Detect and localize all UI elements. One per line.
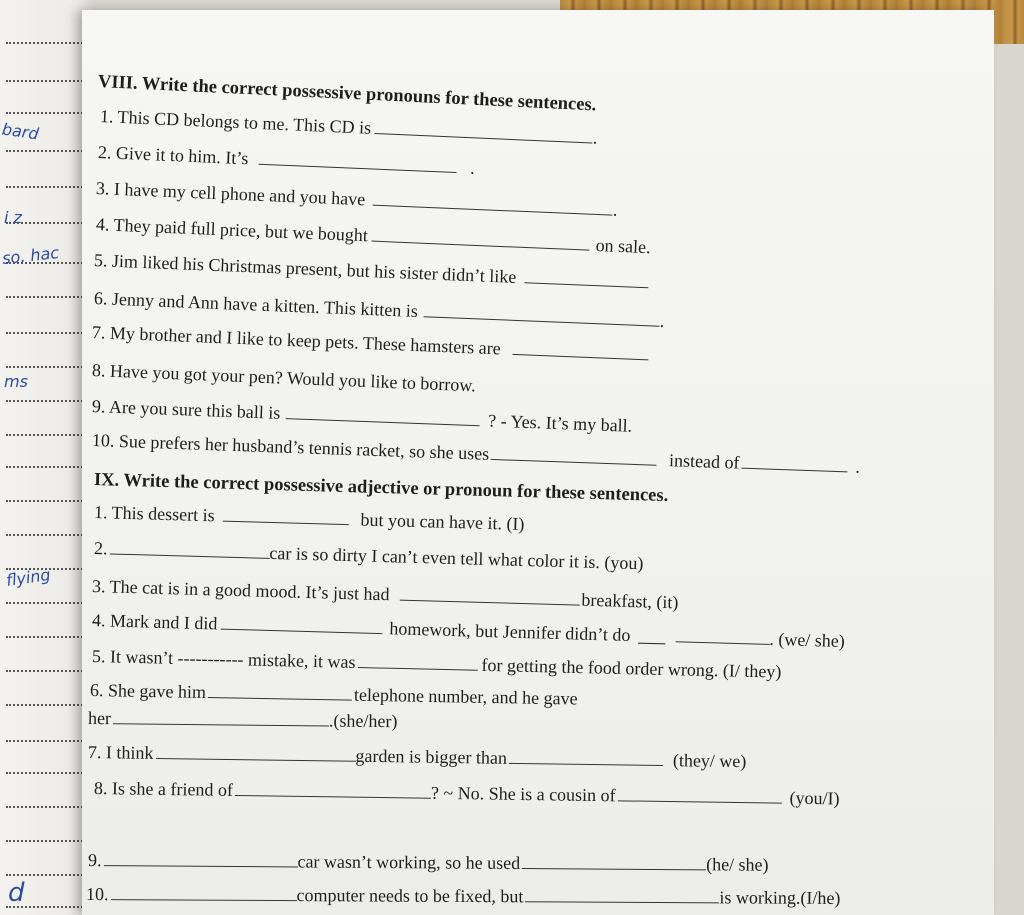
exercise-9-item-2: 2. car is so dirty I can’t even tell what color it is. (you) <box>93 538 644 574</box>
exercise-9-item-8: 8. Is she a friend of ? ~ No. She is a cousin of (you/I) <box>93 778 840 809</box>
exercise-9-item-4: 4. Mark and I did homework, but Jennifer didn’t do ___ . (we/ she) <box>91 610 846 652</box>
exercise-8-item-3: 3. I have my cell phone and you have. <box>95 178 618 220</box>
exercise-9-item-10: 10. computer needs to be fixed, but is working.(I/he) <box>85 884 841 908</box>
handwritten-note: i z <box>4 208 22 227</box>
exercise-8-item-7: 7. My brother and I like to keep pets. These hamsters are <box>92 322 649 365</box>
exercise-9-item-6-cont: her .(she/her) <box>87 708 398 732</box>
exercise-8-item-9: 9. Are you sure this ball is? - Yes. It’s my ball. <box>91 396 633 436</box>
exercise-9-item-7: 7. I think garden is bigger than (they/ we) <box>87 742 747 772</box>
exercise-8-item-1: 1. This CD belongs to me. This CD is . <box>99 106 598 148</box>
exercise-9-item-5: 5. It wasn’t ----------- mistake, it was for getting the food order wrong. (I/ they) <box>91 646 782 682</box>
exercise-8-item-6: 6. Jenny and Ann have a kitten. This kitten is . <box>93 288 665 331</box>
exercise-9-item-9: 9. car wasn’t working, so he used (he/ she) <box>87 850 769 875</box>
exercise-8-item-10: 10. Sue prefers her husband’s tennis racket, so she uses instead of . <box>91 430 861 477</box>
handwritten-note: flying <box>4 564 52 591</box>
handwritten-note: d <box>8 878 25 908</box>
exercise-8-item-8: 8. Have you got your pen? Would you like to borrow. <box>91 360 477 396</box>
exercise-8-item-5: 5. Jim liked his Christmas present, but his sister didn’t like <box>94 250 649 293</box>
exercise-8-item-4: 4. They paid full price, but we boughton sale. <box>95 214 652 258</box>
section-8-heading: VIII. Write the correct possessive pronouns for these sentences. <box>97 72 597 116</box>
handwritten-note: ms <box>4 372 28 391</box>
handwritten-note: bard <box>0 119 40 144</box>
worksheet-page <box>82 10 994 915</box>
exercise-8-item-2: 2. Give it to him. It’s . <box>97 142 476 178</box>
exercise-9-item-3: 3. The cat is in a good mood. It’s just had breakfast, (it) <box>91 576 679 613</box>
exercise-9-item-1: 1. This dessert is but you can have it. (I) <box>93 502 525 535</box>
exercise-9-item-6: 6. She gave him telephone number, and he gave <box>89 680 578 709</box>
section-9-heading: IX. Write the correct possessive adjective or pronoun for these sentences. <box>93 470 669 507</box>
handwritten-note: so, hac <box>1 243 60 268</box>
